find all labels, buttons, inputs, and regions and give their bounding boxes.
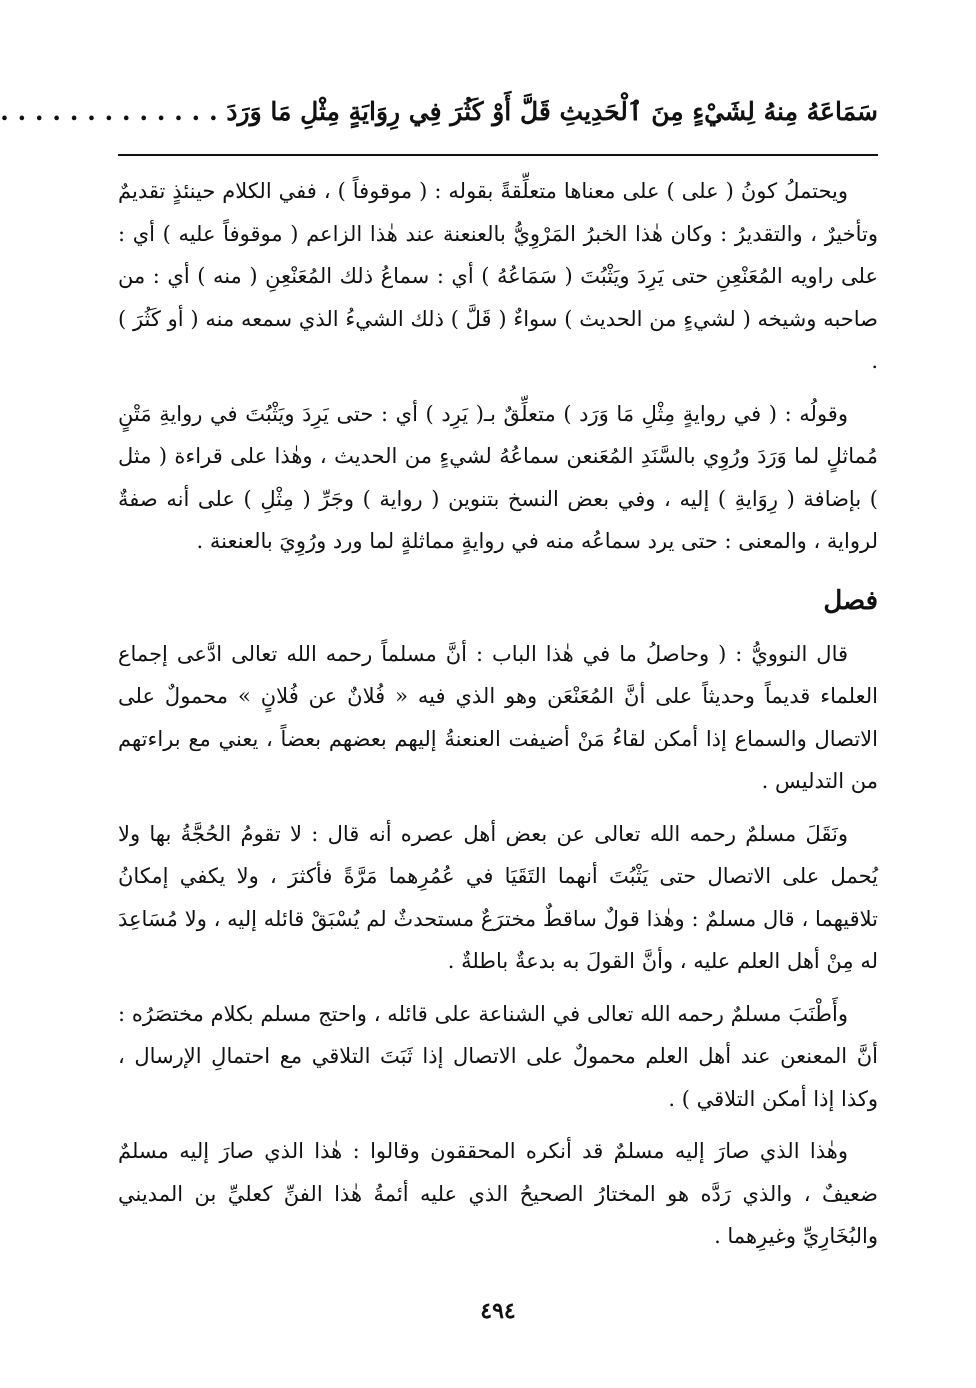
paragraph-2: وقولُه : ( في روايةٍ مِثْلِ مَا وَرَد ) متعلِّقٌ بـ( يَرِد ) أي : حتى يَرِدَ ويَثْبُتَ في روايةِ مَتْنٍ مُماثلٍ لما وَرَدَ ورُوِي بالسَّنَدِ المُعَنعن سماعُهُ لشيءٍ من الحديث ، وهٰذا على قراءة ( مثل ) بإضافة ( رِوَايةِ ) إليه ، وفي بعض النسخ بتنوين ( رواية ) وجَرِّ ( مِثْلِ ) على أنه صفةٌ لرواية ، والمعنى : حتى يرد سماعُه منه في روايةٍ مماثلةٍ لما ورد ورُوِيَ بالعنعنة . [118, 401, 878, 553]
section-heading: فصل [823, 585, 878, 616]
section-paragraph-4: وهٰذا الذي صارَ إليه مسلمٌ قد أنكره المحققون وقالوا : هٰذا الذي صارَ إليه مسلمٌ ضعيفٌ ، والذي رَدَّه هو المختارُ الصحيحُ الذي عليه أئمةُ هٰذا الفنِّ كعليِّ بن المديني والبُخَارِيِّ وغيرِهما . [118, 1139, 878, 1248]
header-divider [118, 154, 878, 156]
paragraph-1: ويحتملُ كونُ ( على ) على معناها متعلِّقةً بقوله : ( موقوفاً ) ، ففي الكلام حينئذٍ تقديمٌ وتأخيرٌ ، والتقديرُ : وكان هٰذا الخبرُ المَرْوِيُّ بالعنعنة عند هٰذا الزاعم ( موقوفاً عليه ) أي : على راويه المُعَنْعِنِ حتى يَرِدَ ويَثْبُتَ ( سَمَاعُهُ ) أي : سماعُ ذلك المُعَنْعِنِ ( منه ) أي : من صاحبه وشيخه ( لشيءٍ من الحديث ) سواءٌ ( قَلَّ ) ذلك الشيءُ الذي سمعه منه ( أو كَثُرَ ) . [118, 179, 878, 373]
running-header: سَمَاعَهُ مِنهُ لِشَيْءٍ مِنَ ٱلْحَدِيثِ قَلَّ أَوْ كَثُرَ فِي رِوَايَةٍ مِثْلِ مَا وَرَدَ . . . . . . . . . . . . . [0, 97, 878, 126]
section-paragraph-1: قال النوويُّ : ( وحاصلُ ما في هٰذا الباب : أنَّ مسلماً رحمه الله تعالى ادَّعى إجماع العلماء قديماً وحديثاً على أنَّ المُعَنْعَن وهو الذي فيه « فُلانٌ عن فُلانٍ » محمولٌ على الاتصال والسماع إذا أمكن لقاءُ مَنْ أضيفت العنعنةُ إليهم بعضهم بعضاً ، يعني مع براءتهم من التدليس . [118, 641, 878, 793]
page-number: ٤٩٤ [480, 1298, 516, 1324]
section-paragraph-2: ونَقَلَ مسلمٌ رحمه الله تعالى عن بعض أهل عصره أنه قال : لا تقومُ الحُجَّةُ بها ولا يُحمل على الاتصال حتى يَثْبُتَ أنهما التَقَيَا في عُمُرِهما مَرَّةً فأكثرَ ، ولا يكفي إمكانُ تلاقيهما ، قال مسلمٌ : وهٰذا قولٌ ساقطٌ مخترَعٌ مستحدثٌ لم يُسْبَقْ قائله إليه ، ولا مُسَاعِدَ له مِنْ أهل العلم عليه ، وأنَّ القولَ به بدعةٌ باطلةٌ . [118, 821, 878, 973]
section-paragraph-3: وأَطْنَبَ مسلمٌ رحمه الله تعالى في الشناعة على قائله ، واحتج مسلم بكلام مختصَرُه : أنَّ المعنعن عند أهل العلم محمولٌ على الاتصال إذا ثَبَتَ التلاقي مع احتمالِ الإرسال ، وكذا إذا أمكن التلاقي ) . [118, 1001, 878, 1111]
page-body [118, 170, 878, 1258]
